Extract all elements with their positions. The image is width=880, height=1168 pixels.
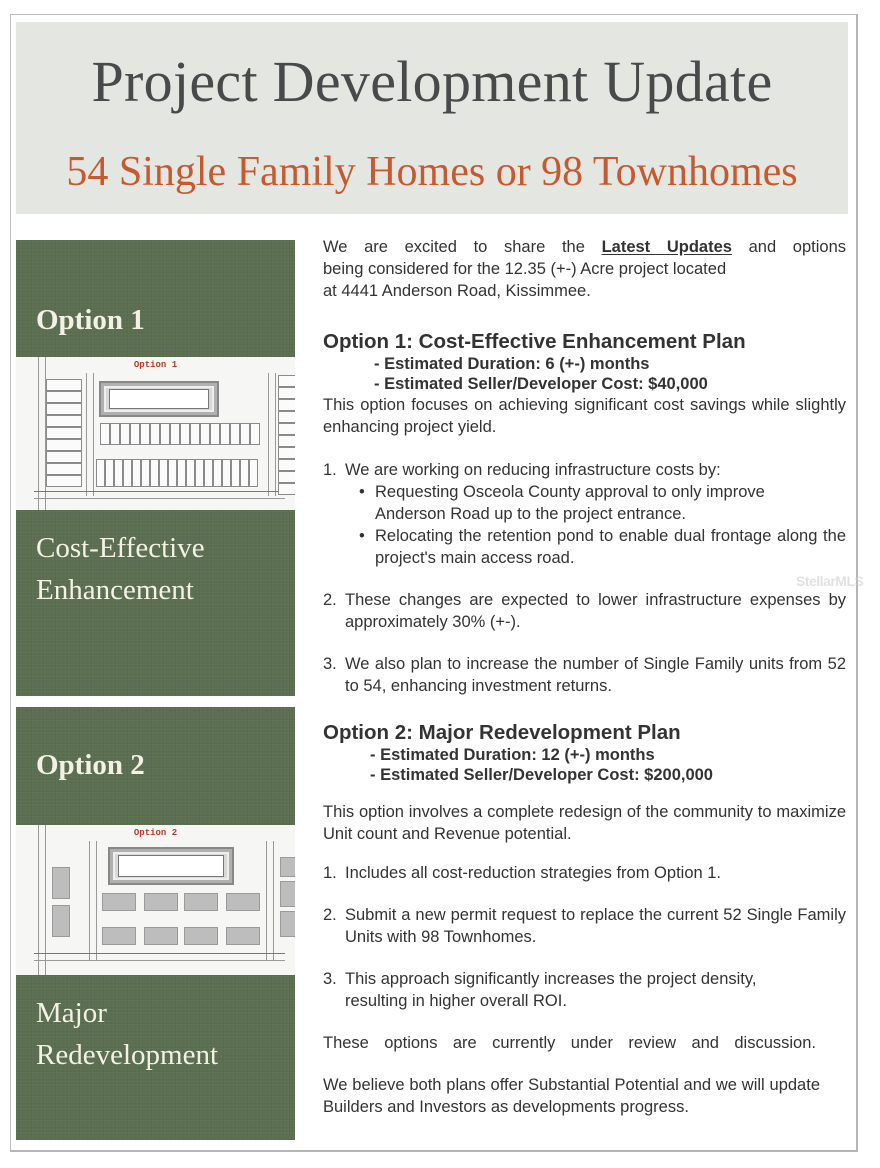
option1-duration: - Estimated Duration: 6 (+-) months — [374, 355, 650, 373]
list-number: 1. — [323, 864, 337, 882]
lot-column-right — [278, 375, 295, 495]
bullet-text: Requesting Osceola County approval to only improve Anderson Road up to the project entrance. — [375, 483, 765, 523]
option2-duration: - Estimated Duration: 12 (+-) months — [370, 746, 655, 764]
townhome-building — [144, 927, 178, 945]
bullet-icon: • — [359, 527, 365, 545]
page-title: Project Development Update — [91, 49, 773, 114]
lot-row-upper — [100, 423, 260, 445]
option1-cost: - Estimated Seller/Developer Cost: $40,000 — [374, 375, 708, 393]
option2-description: This option involves a complete redesign of the community to maximize Unit count and Revenue potential. — [323, 803, 846, 843]
list-text: This approach significantly increases the project density, resulting in higher overall ROI. — [345, 970, 757, 1010]
latest-updates-emphasis: Latest Updates — [601, 238, 732, 256]
option2-list-item — [323, 968, 846, 1012]
pond-water — [118, 855, 224, 877]
watermark: StellarMLS — [796, 573, 864, 589]
option1-caption-panel — [16, 510, 295, 696]
list-number: 2. — [323, 591, 337, 609]
intro-suffix: and options — [731, 238, 847, 256]
list-text: Includes all cost-reduction strategies from Option 1. — [345, 864, 722, 882]
option2-plan-title: Option 2 — [133, 828, 178, 838]
option1-label-panel — [16, 240, 295, 357]
intro-line2: being considered for the 12.35 (+-) Acre project located — [323, 260, 727, 278]
townhome-building — [280, 881, 295, 907]
closing-belief: We believe both plans offer Substantial Potential and we will update Builders and Investors as developments progress. — [323, 1076, 820, 1116]
header-banner — [16, 22, 848, 214]
anderson-road — [34, 953, 285, 961]
option2-cost: - Estimated Seller/Developer Cost: $200,000 — [370, 766, 713, 784]
option2-label-panel — [16, 707, 295, 825]
option1-list-item — [323, 459, 846, 481]
option1-caption — [36, 527, 205, 611]
intro-line1 — [323, 236, 846, 258]
option1-description: This option focuses on achieving significant cost savings while slightly enhancing project yield. — [323, 396, 846, 436]
townhome-building — [102, 893, 136, 911]
internal-road-right — [266, 841, 274, 961]
option1-site-plan-image — [16, 357, 295, 510]
townhome-building — [226, 893, 260, 911]
option1-bullet — [323, 481, 846, 525]
list-text: Submit a new permit request to replace the current 52 Single Family Units with 98 Townhomes. — [345, 906, 846, 946]
option1-heading: Option 1: Cost-Effective Enhancement Plan — [323, 330, 746, 353]
internal-road-left — [86, 373, 94, 496]
intro-prefix: We are excited to share the — [323, 238, 602, 256]
list-number: 1. — [323, 461, 337, 479]
bullet-text: Relocating the retention pond to enable dual frontage along the project's main access road. — [375, 527, 846, 567]
road-left — [38, 357, 46, 510]
retention-pond — [108, 847, 234, 885]
internal-road-right — [268, 373, 276, 496]
option1-plan-title: Option 1 — [133, 360, 178, 370]
intro-line3: at 4441 Anderson Road, Kissimmee. — [323, 282, 591, 300]
list-number: 2. — [323, 906, 337, 924]
option2-caption-panel — [16, 975, 295, 1140]
townhome-building — [52, 905, 70, 937]
option1-label: Option 1 — [36, 304, 145, 336]
option2-list-item — [323, 904, 846, 948]
townhome-building — [280, 911, 295, 937]
list-number: 3. — [323, 655, 337, 673]
list-text: These changes are expected to lower infrastructure expenses by approximately 30% (+-). — [345, 591, 846, 631]
option2-caption-line1: Major — [36, 997, 107, 1029]
option2-list-item — [323, 862, 846, 884]
page-subtitle: 54 Single Family Homes or 98 Townhomes — [66, 149, 798, 195]
townhome-building — [184, 893, 218, 911]
internal-road-left — [89, 841, 97, 961]
option2-caption-line2: Redevelopment — [36, 1039, 219, 1071]
pond-water — [109, 389, 209, 409]
townhome-building — [52, 867, 70, 899]
list-number: 3. — [323, 970, 337, 988]
list-text: We are working on reducing infrastructure costs by: — [345, 461, 721, 479]
option2-label: Option 2 — [36, 749, 145, 781]
townhome-building — [184, 927, 218, 945]
closing-review: These options are currently under review and discussion. — [323, 1034, 816, 1052]
anderson-road — [34, 491, 285, 499]
list-text: We also plan to increase the number of Single Family units from 52 to 54, enhancing investment returns. — [345, 655, 846, 695]
lot-column-left — [46, 379, 82, 487]
lot-row-lower — [96, 459, 258, 487]
option2-site-plan-image — [16, 825, 295, 975]
option1-caption-line2: Enhancement — [36, 574, 194, 606]
option1-caption-line1: Cost-Effective — [36, 532, 205, 564]
townhome-building — [144, 893, 178, 911]
townhome-building — [226, 927, 260, 945]
option1-bullet — [323, 525, 846, 569]
option1-list-item — [323, 653, 846, 697]
option1-list-item — [323, 589, 846, 633]
townhome-building — [102, 927, 136, 945]
option2-caption — [36, 992, 218, 1076]
main-content — [323, 236, 846, 1118]
townhome-building — [280, 857, 295, 877]
bullet-icon: • — [359, 483, 365, 501]
option2-heading: Option 2: Major Redevelopment Plan — [323, 721, 681, 744]
retention-pond — [99, 381, 219, 417]
